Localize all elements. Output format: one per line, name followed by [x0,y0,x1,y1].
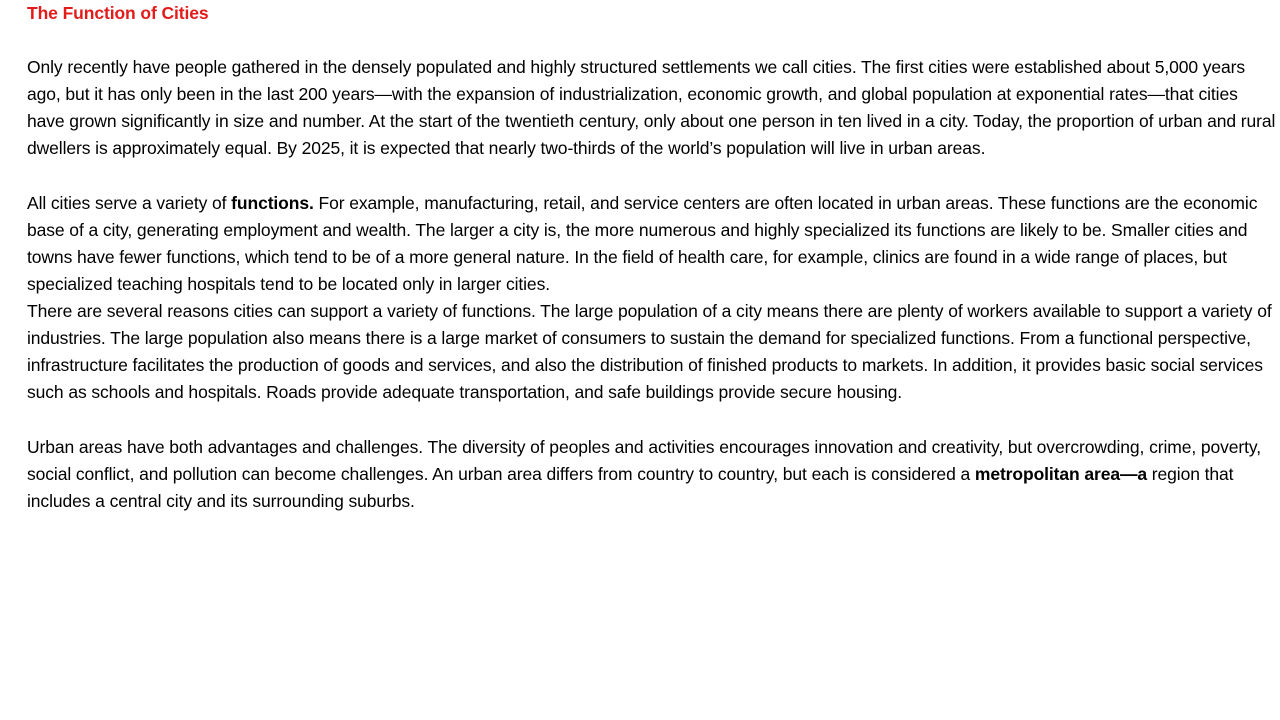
paragraph-urban-areas-lead: Urban areas have both advantages and challenges. The diversity of peoples and activities encourages innovation and creativity, but overcrowding, crime, poverty, social conflict, and pollution can become challenges. An urban area differs from country to country, but each is considered a [27,436,1262,484]
spacer [27,27,1277,54]
paragraph-functions-body: For example, manufacturing, retail, and service centers are often located in urban areas. These functions are the economic base of a city, generating employment and wealth. The larger a city is, the more numerous and highly specialized its functions are likely to be. Smaller cities and towns have fewer functions, which tend to be of a more general nature. In the field of health care, for example, clinics are found in a wide range of places, but specialized teaching hospitals tend to be located only in larger cities. [27,192,1258,294]
paragraph-history: Only recently have people gathered in the densely populated and highly structured settlements we call cities. The first cities were established about 5,000 years ago, but it has only been in the last 200 years—with the expansion of industrialization, economic growth, and global population at exponential rates—that cities have grown significantly in size and number. At the start of the twentieth century, only about one person in ten lived in a city. Today, the proportion of urban and rural dwellers is approximately equal. By 2025, it is expected that nearly two-thirds of the world’s population will live in urban areas. [27,57,1276,159]
paragraph-functions [27,190,1277,298]
spacer [27,163,1277,190]
page-title: The Function of Cities [27,3,209,23]
slide-content [27,0,1277,515]
term-functions: functions. [231,192,314,213]
spacer [27,406,1277,433]
paragraph-reasons: There are several reasons cities can support a variety of functions. The large population of a city means there are plenty of workers available to support a variety of industries. The large population also means there is a large market of consumers to sustain the demand for specialized functions. From a functional perspective, infrastructure facilitates the production of goods and services, and also the distribution of finished products to markets. In addition, it provides basic social services such as schools and hospitals. Roads provide adequate transportation, and safe buildings provide secure housing. [27,301,1272,403]
paragraph-functions-lead: All cities serve a variety of [27,192,232,213]
paragraph-urban-areas [27,434,1277,515]
paragraph-urban-areas-tail: region that includes a central city and its surrounding suburbs. [27,463,1234,511]
term-metropolitan-area: metropolitan area—a [974,463,1148,484]
